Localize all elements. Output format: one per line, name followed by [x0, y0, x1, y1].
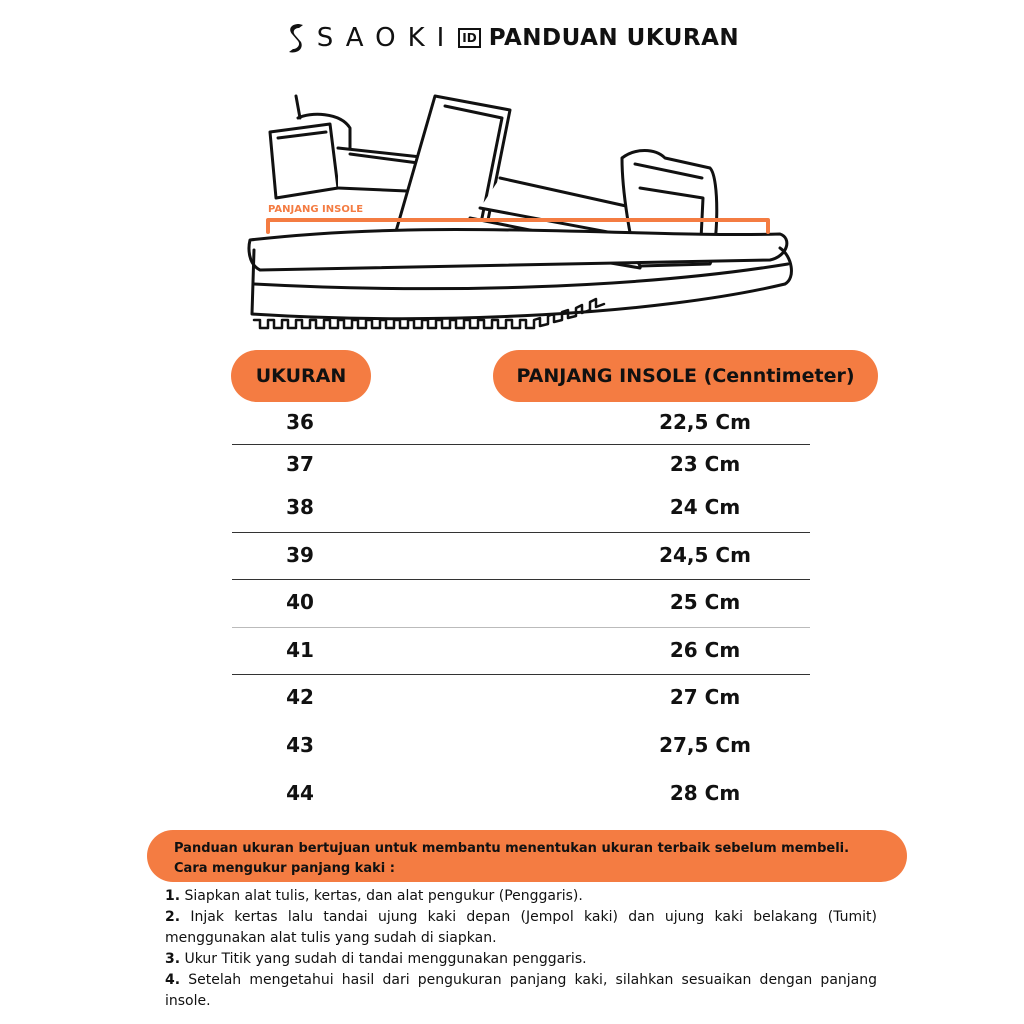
row-divider: [232, 627, 810, 628]
saoki-logo-icon: [285, 22, 307, 54]
table-row: [0, 590, 1024, 620]
length-cell: 28 Cm: [669, 781, 741, 805]
page-title: PANDUAN UKURAN: [488, 25, 740, 51]
step-text: Ukur Titik yang sudah di tandai menggunakan penggaris.: [180, 951, 587, 967]
brand-badge: ID: [458, 28, 480, 48]
step-item: [165, 886, 877, 907]
step-item: [165, 949, 877, 970]
length-cell: 24,5 Cm: [659, 543, 751, 567]
table-row: [0, 638, 1024, 668]
length-column-header: PANJANG INSOLE (Cenntimeter): [493, 350, 878, 402]
step-text: Injak kertas lalu tandai ujung kaki depan (Jempol kaki) dan ujung kaki belakang (Tumit) menggunakan alat tulis yang sudah di siapkan.: [165, 909, 877, 946]
step-number: 1.: [165, 888, 181, 904]
step-text: Setelah mengetahui hasil dari pengukuran panjang kaki, silahkan sesuaikan dengan panjang insole.: [165, 972, 877, 1009]
length-cell: 25 Cm: [669, 590, 741, 614]
length-cell: 26 Cm: [669, 638, 741, 662]
step-text: Siapkan alat tulis, kertas, dan alat pengukur (Penggaris).: [180, 888, 583, 904]
step-number: 2.: [165, 909, 181, 925]
size-cell: 44: [286, 781, 314, 805]
note-line-2: Cara mengukur panjang kaki :: [174, 861, 395, 876]
page-header: [0, 20, 1024, 56]
size-cell: 43: [286, 733, 314, 757]
length-cell: 22,5 Cm: [659, 410, 751, 434]
length-cell: 27,5 Cm: [659, 733, 751, 757]
step-number: 3.: [165, 951, 181, 967]
size-cell: 36: [286, 410, 314, 434]
note-line-1: Panduan ukuran bertujuan untuk membantu menentukan ukuran terbaik sebelum membeli.: [174, 841, 850, 856]
table-row: [0, 685, 1024, 715]
length-cell: 23 Cm: [669, 452, 741, 476]
table-row: [0, 543, 1024, 573]
table-row: [0, 733, 1024, 763]
step-item: [165, 970, 877, 1012]
size-cell: 42: [286, 685, 314, 709]
table-row: [0, 410, 1024, 440]
row-divider: [232, 674, 810, 675]
info-note: [147, 830, 907, 882]
table-row: [0, 495, 1024, 525]
insole-annotation: PANJANG INSOLE: [268, 204, 364, 215]
row-divider: [232, 532, 810, 533]
table-row: [0, 452, 1024, 482]
row-divider: [232, 444, 810, 445]
measure-steps: [165, 886, 877, 1012]
row-divider: [232, 579, 810, 580]
size-cell: 38: [286, 495, 314, 519]
step-number: 4.: [165, 972, 181, 988]
size-cell: 40: [286, 590, 314, 614]
size-column-header: UKURAN: [231, 350, 371, 402]
length-cell: 27 Cm: [669, 685, 741, 709]
length-cell: 24 Cm: [669, 495, 741, 519]
size-cell: 41: [286, 638, 314, 662]
step-item: [165, 907, 877, 949]
table-row: [0, 781, 1024, 811]
brand-name: SAOKI: [316, 23, 457, 53]
sandal-illustration: [240, 88, 800, 340]
size-cell: 37: [286, 452, 314, 476]
size-cell: 39: [286, 543, 314, 567]
